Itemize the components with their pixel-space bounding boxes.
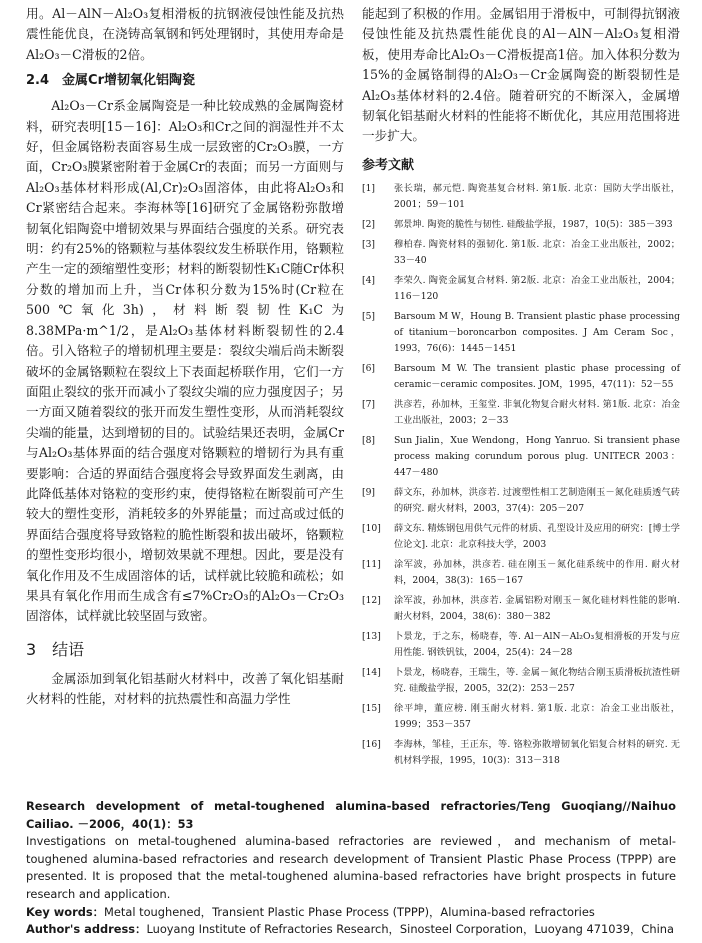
reference-text: 涂军波，孙加林，洪彦若. 金属铝粉对刚玉－氮化硅材料性能的影响. 耐火材料，2004，38(6)：380－382 <box>394 594 680 622</box>
reference-text: 薛文东. 精炼钢包用供气元件的材质、孔型设计及应用的研究：[博士学位论文]. 北京：北京科技大学，2003 <box>394 522 680 550</box>
reference-text: Barsoum M W. The transient plastic phase processing of ceramic－ceramic composites. JOM，1995，47(11)：52－55 <box>394 362 680 390</box>
reference-number: [10] <box>362 522 381 534</box>
reference-text: 卜景龙，于之东，杨晓春，等. Al－AlN－Al₂O₃复相滑板的开发与应用性能. 钢铁钒钛，2004，25(4)：24－28 <box>394 630 680 658</box>
reference-text: 李海林，邹桂，王正东，等. 铬粒弥散增韧氧化铝复合材料的研究. 无机材料学报，1995，10(3)：313－318 <box>394 738 680 766</box>
conclusion-continued-paragraph: 能起到了积极的作用。金属铝用于滑板中，可制得抗钢液侵蚀性能及抗热震性能优良的Al－AlN－Al₂O₃复相滑板，使用寿命比Al₂O₃－C滑板提高1倍。加入体积分数为15%的金属铬制得的Al₂O₃－Cr金属陶瓷的断裂韧性是Al₂O₃基体材料的2.4倍。随着研究的不断深入，金属增韧氧化铝基耐火材料的性能将不断优化，其应用范围将进一步扩大。 <box>362 6 680 144</box>
abstract-citation-line: Research development of metal-toughened alumina-based refractories/Teng Guoqiang//Naihuo Cailiao. －2006，40(1)：53 <box>26 799 676 831</box>
reference-number: [13] <box>362 630 381 642</box>
reference-text: Sun Jialin，Xue Wendong，Hong Yanruo. Si transient phase process making corundum porous plug. UNITECR 2003：447－480 <box>394 434 680 478</box>
conclusion-paragraph: 金属添加到氧化铝基耐火材料中，改善了氧化铝基耐火材料的性能，对材料的抗热震性和高温力学性 <box>26 670 344 707</box>
reference-number: [8] <box>362 434 376 446</box>
reference-number: [4] <box>362 274 376 286</box>
address-label: Author's address： <box>26 922 147 937</box>
abstract-body: Investigations on metal-toughened alumina-based refractories are reviewed，and mechanism of metal-toughened alumina-based refractories and research development of Transient Plastic Phase Process (TPPP) are presented. It is proposed that the metal-toughened alumina-based refractories have bright prospects in future research and application. <box>26 834 676 901</box>
reference-number: [15] <box>362 702 381 714</box>
english-abstract <box>26 798 676 939</box>
reference-item <box>362 521 680 553</box>
section-2-4-heading: 2.4 金属Cr增韧氧化铝陶瓷 <box>26 73 195 89</box>
reference-number: [7] <box>362 398 376 410</box>
references-heading: 参考文献 <box>362 157 415 173</box>
reference-item <box>362 273 680 305</box>
reference-item <box>362 485 680 517</box>
reference-item <box>362 309 680 357</box>
reference-text: 徐平坤，董应榜. 刚玉耐火材料. 第1版. 北京：冶金工业出版社，1999；353－357 <box>394 702 680 730</box>
reference-item <box>362 737 680 769</box>
intro-paragraph: 用。Al－AlN－Al₂O₃复相滑板的抗钢液侵蚀性能及抗热震性能优良，在浇铸高氧钢和钙处理钢时，其使用寿命是Al₂O₃－C滑板的2倍。 <box>26 6 344 62</box>
address-line <box>26 921 676 939</box>
reference-number: [5] <box>362 310 376 322</box>
reference-item <box>362 397 680 429</box>
reference-item <box>362 361 680 393</box>
reference-number: [16] <box>362 738 381 750</box>
reference-item <box>362 433 680 481</box>
keywords-text: Metal toughened，Transient Plastic Phase Process (TPPP)，Alumina-based refractories <box>104 904 595 919</box>
reference-item <box>362 701 680 733</box>
reference-number: [6] <box>362 362 376 374</box>
reference-item <box>362 629 680 661</box>
reference-text: 穆柏春. 陶瓷材料的强韧化. 第1版. 北京：冶金工业出版社，2002；33－40 <box>394 238 680 266</box>
reference-item <box>362 665 680 697</box>
reference-number: [1] <box>362 182 376 194</box>
section-2-4-paragraph: Al₂O₃－Cr系金属陶瓷是一种比较成熟的金属陶瓷材料，研究表明[15－16]：Al₂O₃和Cr之间的润湿性并不太好，但金属铬粉表面容易生成一层致密的Cr₂O₃膜，一方面，Cr₂O₃膜紧密附着于金属Cr的表面；而另一方面则与Al₂O₃基体材料形成(Al,Cr)₂O₃固溶体，由此将Al₂O₃和Cr紧密结合起来。李海林等[16]研究了金属铬粉弥散增韧氧化铝陶瓷中增韧效果与界面结合强度的关系。研究表明：约有25%的铬颗粒与基体裂纹发生桥联作用，铬颗粒产生一定的颈缩塑性变形；材料的断裂韧性K₁C随Cr体积分数的增加而上升，当Cr体积分数为15%时(Cr粒在500℃氧化3h)，材料断裂韧性K₁C为8.38MPa·m^1/2，是Al₂O₃基体材料断裂韧性的2.4倍。引入铬粒子的增韧机理主要是：裂纹尖端后尚未断裂破坏的金属铬颗粒在裂纹上下表面起桥联作用，它们一方面阻止裂纹的张开而减小了裂纹尖端的应力强度因子；另一方面又随着裂纹的张开而发生塑性变形，从而消耗裂纹尖端的能量，达到增韧的目的。试验结果还表明，金属Cr与Al₂O₃基体界面的结合强度对铬颗粒的增韧行为具有重要影响：合适的界面结合强度将会导致界面发生剥离，由此降低基体对铬粒的变形约束，使得铬粒在断裂前可产生较大的塑性变形，消耗较多的外界能量；而过高或过低的界面结合强度将导致铬粒的脆性断裂和拔出破坏，铬颗粒的塑性变形均很小，增韧效果就不理想。因此，要是没有氧化作用及不生成固溶体的话，试样就比较脆和疏松；如果具有氧化作用而生成含有≤7%Cr₂O₃的Al₂O₃－Cr₂O₃固溶体，试样就比较坚固与致密。 <box>26 98 344 624</box>
reference-item <box>362 181 680 213</box>
reference-item <box>362 593 680 625</box>
reference-item <box>362 557 680 589</box>
reference-number: [12] <box>362 594 381 606</box>
reference-text: 郭景坤. 陶瓷的脆性与韧性. 硅酸盐学报，1987，10(5)：385－393 <box>394 218 673 230</box>
reference-number: [11] <box>362 558 381 570</box>
reference-text: Barsoum M W，Houng B. Transient plastic phase processing of titanium－boroncarbon composites. J Am Ceram Soc，1993，76(6)：1445－1451 <box>394 310 680 354</box>
address-text: Luoyang Institute of Refractories Research，Sinosteel Corporation，Luoyang 471039，China <box>146 922 674 937</box>
reference-item <box>362 217 680 233</box>
reference-number: [3] <box>362 238 376 250</box>
reference-text: 涂军波，孙加林，洪彦若. 硅在刚玉－氮化硅系统中的作用. 耐火材料，2004，38(3)：165－167 <box>394 558 680 586</box>
reference-text: 张长瑞，郝元恺. 陶瓷基复合材料. 第1版. 北京：国防大学出版社，2001；59－101 <box>394 182 680 210</box>
reference-text: 洪彦若，孙加林，王玺堂. 非氧化物复合耐火材料. 第1版. 北京：冶金工业出版社，2003；2－33 <box>394 398 680 426</box>
section-3-heading: 3 结语 <box>26 639 85 659</box>
reference-number: [14] <box>362 666 381 678</box>
reference-text: 薛文东，孙加林，洪彦若. 过渡塑性相工艺制造刚玉－氮化硅质透气砖的研究. 耐火材料，2003，37(4)：205－207 <box>394 486 680 514</box>
left-column <box>26 4 344 710</box>
reference-number: [9] <box>362 486 376 498</box>
reference-text: 李荣久. 陶瓷金属复合材料. 第2版. 北京：冶金工业出版社，2004；116－120 <box>394 274 680 302</box>
right-column <box>362 4 680 773</box>
references-list <box>362 181 680 769</box>
reference-text: 卜景龙，杨晓春，王瑞生，等. 金属－氮化物结合刚玉质滑板抗渣性研究. 硅酸盐学报，2005，32(2)：253－257 <box>394 666 680 694</box>
keywords-label: Key words： <box>26 904 105 919</box>
reference-number: [2] <box>362 218 376 230</box>
reference-item <box>362 237 680 269</box>
keywords-line <box>26 904 676 922</box>
